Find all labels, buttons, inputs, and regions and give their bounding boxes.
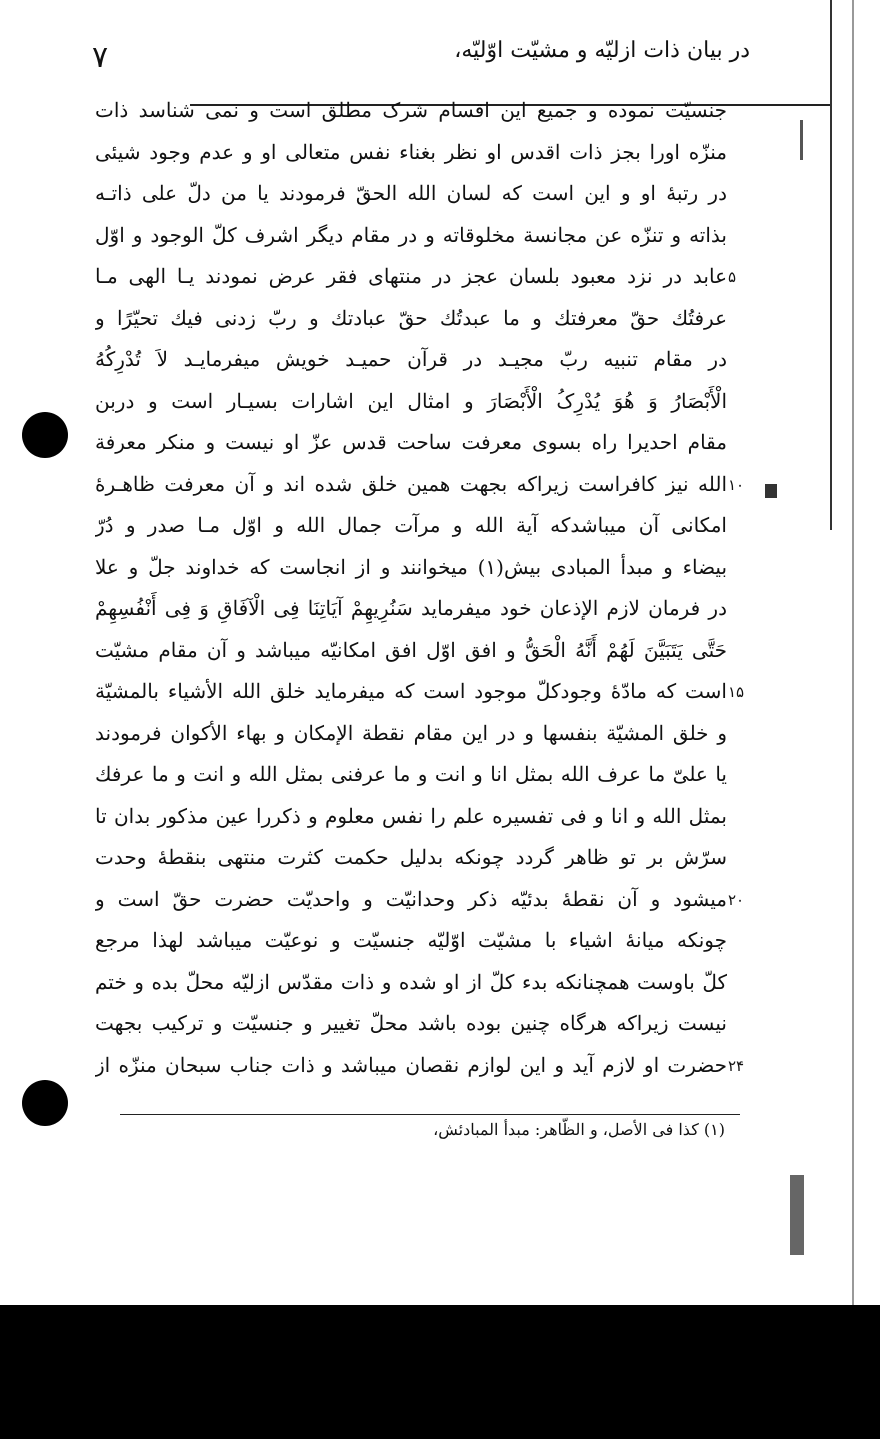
text-line: منزّه اورا بجز ذات اقدس او نظر بغناء نفس متعالی او و عدم وجود شیئی [95,139,727,164]
text-line: و خلق المشیّة بنفسها و در این مقام نقطة الإمکان و بهاء الأکوان فرمودند [95,720,727,745]
text-line: در فرمان لازم الإذعان خود میفرماید سَنُرِیهِمْ آیَاتِنَا فِی الْآفَاقِ وَ فِی أَنْفُسِهِمْ [95,596,727,620]
running-head: در بیان ذات ازلیّه و مشیّت اوّلیّه، [454,38,750,63]
text-line: امکانی آن میباشدکه آیة الله و مرآت جمال الله و اوّل مـا صدر و دُرّ [95,513,727,537]
text-line: کلّ باوست همچنانکه بدء کلّ از او شده و ذات مقدّس ازلیّه محلّ بده و ختم [95,969,727,994]
line-number: ۲۰ [728,890,745,909]
text-line: یا علیّ ما عرف الله بمثل انا و انت و ما عرفنی بمثل الله و انت و ما عرفك [95,762,727,786]
text-line: بذاته و تنزّه عن مجانسة مخلوقاته و در مقام دیگر اشرف کلّ الوجود و اوّل [95,222,727,247]
line-number: ۱۰ [728,475,745,494]
footnote: (۱) کذا فی الأصل، و الظّاهر: مبدأ المبادئش، [433,1120,725,1139]
page-smudge [790,1175,804,1255]
text-line: نیست زیراکه هرگاه چنین بوده باشد محلّ تغییر و جنسیّت و ترکیب بجهت [95,1011,727,1035]
text-line: بیضاء و مبدأ المبادی بیش(۱) میخوانند و از انجاست که خداوند جلّ و علا [95,554,727,579]
page-header [80,34,760,84]
text-line: عابد در نزد معبود بلسان عجز در منتهای فقر عرض نمودند یـا الهی مـا [95,264,727,288]
line-number: ۵ [728,268,737,286]
text-line: مقام احدیرا راه بسوی معرفت ساحت قدس عزّ او نیست و منکر معرفة [95,430,727,454]
text-line: بمثل الله و انا و فی تفسیره علم را نفس معلوم و ذکررا عین مذکور بدان تا [95,803,727,828]
margin-mark [800,120,803,160]
line-number: ۱۵ [728,683,745,701]
text-line: الْأَبْصَارُ وَ هُوَ یُدْرِکُ الْأَبْصَارَ و امثال این اشارات بسیـار است و دربن [95,388,727,413]
text-line: در مقام تنبیه ربّ مجیـد در قرآن حمیـد خویش میفرمایـد لاَ تُدْرِکُهُ [95,347,727,371]
text-line: است که مادّهٔ وجودکلّ موجود است که میفرماید خلق الله الأشیاء بالمشیّة [95,679,727,703]
text-line: سرّش بر تو ظاهر گردد چونکه بدلیل حکمت کثرت منتهی بنقطهٔ وحدت [95,845,727,869]
text-line: در رتبهٔ او و این است که لسان الله الحقّ فرمودند یا من دلّ علی ذاتـه [95,181,727,205]
text-line: عرفتُك حقّ معرفتك و ما عبدتُك حقّ عبادتك و ربّ زدنی فیك تحیّرًا و [95,305,727,330]
footnote-rule [120,1114,740,1115]
page-number: ۷ [92,40,109,75]
line-number: ۲۴ [728,1056,745,1075]
binder-hole-top [22,412,68,458]
text-line: جنسیّت نموده و جمیع این اقسام شرک مطلق است و نمی شناسد ذات [95,98,727,122]
text-line: الله نیز کافراست زیراکه بجهت همین خلق شده اند و آن معرفت ظاهـرهٔ [95,471,727,496]
text-line: چونکه میانهٔ اشیاء با مشیّت اوّلیّه جنسیّت و نوعیّت میباشد لهذا مرجع [95,928,727,952]
page-edge-shadow [852,0,854,1305]
page-edge-line [830,0,832,530]
text-line: حضرت او لازم آید و این لوازم نقصان میباشد و ذات جناب سبحان منزّه از [95,1052,727,1077]
text-line: حَتَّی یَتَبَیَّنَ لَهُمْ أَنَّهُ الْحَقُّ و افق اوّل افق امکانیّه میباشد و آن مقام مشیّت [95,637,727,662]
binder-hole-bottom [22,1080,68,1126]
ink-speck [765,484,777,498]
text-line: میشود و آن نقطهٔ بدئیّه ذکر وحدانیّت و واحدیّت حضرت حقّ است و [95,886,727,911]
body-text [95,90,727,1086]
